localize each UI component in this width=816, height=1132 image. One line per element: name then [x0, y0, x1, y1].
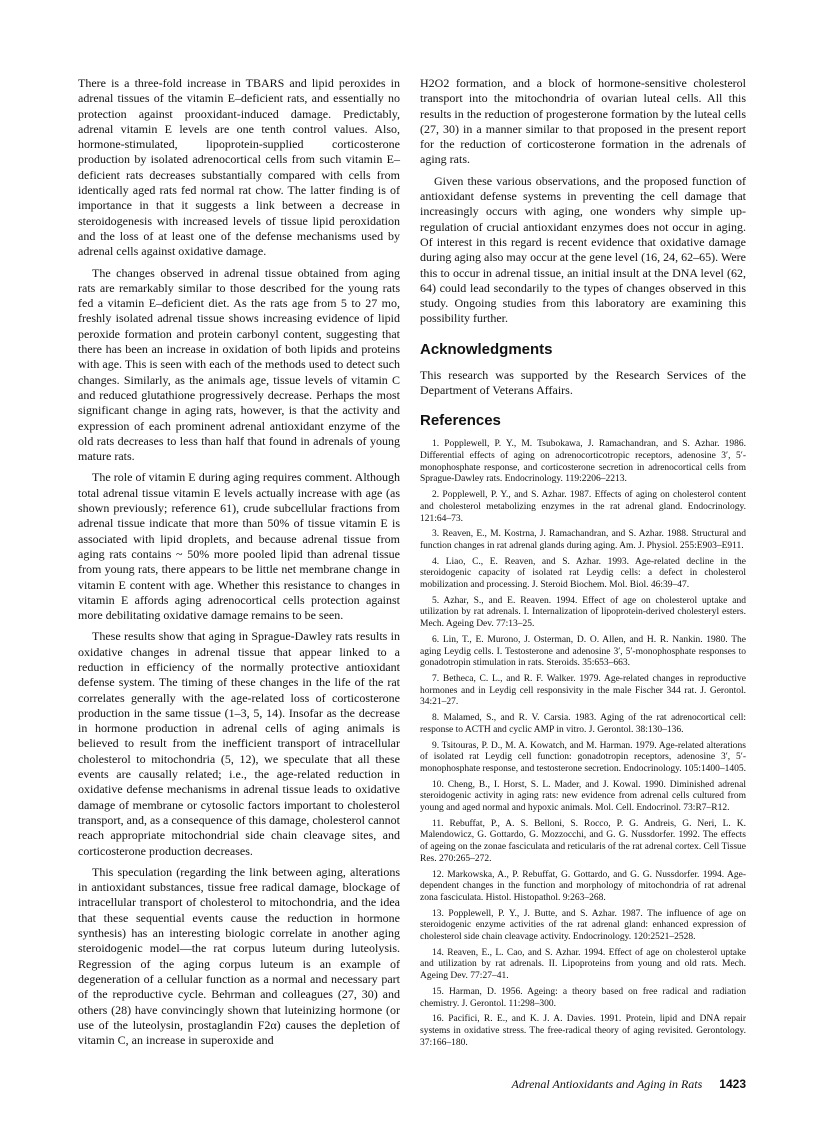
acknowledgments-heading: Acknowledgments [420, 340, 553, 358]
reference-item: 3. Reaven, E., M. Kostrna, J. Ramachandran, and S. Azhar. 1988. Structural and function changes in rat adrenal glands during aging. Am. J. Physiol. 255:E903–E911. [420, 529, 746, 551]
reference-item: 13. Popplewell, P. Y., J. Butte, and S. Azhar. 1987. The influence of age on steroidogenic enzyme activities of the rat adrenal gland: enhanced expression of cholesterol side chain cleavage activity. Endocrinology. 120:2521–2528. [420, 908, 746, 943]
reference-list [420, 439, 746, 1049]
body-paragraph: The changes observed in adrenal tissue obtained from aging rats are remarkably similar to those described for the young rats fed a vitamin E–deficient diet. As the rats age from 5 to 27 mo, freshly isolated adrenal tissue shows increasing evidence of lipid peroxide formation and protein carbonyl content, suggesting that there has been an increase in oxidation of both lipids and proteins with age. This is seen with each of the methods used to detect such changes. Similarly, as the animals age, tissue levels of vitamin C and reduced glutathione progressively decrease. Perhaps the most significant change in aging rats, however, is that the activity and expression of each prominent adrenal antioxidant enzyme of the old rats decreases to less than half that found in adrenals of young mature rats. [78, 265, 400, 464]
page-number: 1423 [719, 1077, 746, 1091]
reference-item: 4. Liao, C., E. Reaven, and S. Azhar. 1993. Age-related decline in the steroidogenic capacity of isolated rat Leydig cells: a defect in cholesterol mobilization and processing. J. Steroid Biochem. Mol. Biol. 46:39–47. [420, 556, 746, 591]
references-heading: References [420, 412, 501, 430]
reference-item: 5. Azhar, S., and E. Reaven. 1994. Effect of age on cholesterol uptake and utilization by rat adrenals. I. Internalization of lipoprotein-derived cholesteryl esters. Mech. Ageing Dev. 77:13–25. [420, 595, 746, 630]
running-title: Adrenal Antioxidants and Aging in Rats [511, 1077, 703, 1091]
reference-item: 9. Tsitouras, P. D., M. A. Kowatch, and M. Harman. 1979. Age-related alterations of isolated rat Leydig cell function: gonadotropin receptors, adenosine 3′, 5′-monophosphate response, and testosterone secretion. Endocrinology. 105:1400–1405. [420, 740, 747, 774]
reference-item: 11. Rebuffat, P., A. S. Belloni, S. Rocco, P. G. Andreis, G. Neri, L. K. Malendowicz, G. Gottardo, G. Mozzocchi, and G. G. Nussdorfer. 1992. The effects of ageing on the zonae fasciculata and reticularis of the rat adrenal cortex. Cell Tissue Res. 270:265–272. [420, 818, 746, 864]
reference-item: 7. Betheca, C. L., and R. F. Walker. 1979. Age-related changes in reproductive hormones and in Leydig cell responsivity in the male Fischer 344 rat. J. Gerontol. 34:21–27. [420, 674, 746, 708]
body-paragraph: H2O2 formation, and a block of hormone-sensitive cholesterol transport into the mitochondria of ovarian luteal cells. All this results in the reduction of progesterone formation by the luteal cells (27, 30) in a manner similar to that proposed in the present report for the reduction of corticosterone formation in the adrenals of aging rats. [420, 76, 746, 167]
body-paragraph: The role of vitamin E during aging requires comment. Although total adrenal tissue vitamin E levels actually increase with age (as shown previously; reference 61), crude subcellular fractions from adrenal tissue indicate that more than 50% of tissue vitamin E is associated with lipid droplets, and because adrenal tissue from aging rats contains ~ 50% more pooled lipid than adrenal tissue from young rats, there appears to be little net membrane change in vitamin E content with age. Whether this resistance to changes in vitamin E affords aging adrenocortical cells protection against more debilitating oxidative damage remains to be seen. [78, 470, 400, 623]
reference-item: 6. Lin, T., E. Murono, J. Osterman, D. O. Allen, and H. R. Nankin. 1980. The aging Leydig cells. I. Testosterone and adenosine 3′, 5′-monophosphate responses to gonadotropin stimulation in rats. Steroids. 35:653–663. [420, 634, 746, 669]
reference-item: 10. Cheng, B., I. Horst, S. L. Mader, and J. Kowal. 1990. Diminished adrenal steroidogenic activity in aging rats: new evidence from adrenal cells cultured from young and aged normal and hypoxic animals. Mol. Cell. Endocrinol. 73:R7–R12. [420, 779, 746, 814]
reference-item: 1. Popplewell, P. Y., M. Tsubokawa, J. Ramachandran, and S. Azhar. 1986. Differential effects of aging on adrenocorticotropic receptors, adenosine 3′, 5′-monophosphate response, and corticosterone secretion in adrenocortical cells from Sprague-Dawley rats. Endocrinology. 119:2206–2213. [420, 439, 746, 485]
right-column [420, 76, 746, 1053]
left-column [78, 76, 400, 1054]
reference-item: 15. Harman, D. 1956. Ageing: a theory based on free radical and radiation chemistry. J. Gerontol. 11:298–300. [420, 986, 746, 1009]
body-paragraph: Given these various observations, and the proposed function of antioxidant defense systems in preventing the cell damage that increasingly occurs with aging, one wonders why simple up-regulation of crucial antioxidant enzymes does not occur in aging. Of interest in this regard is recent evidence that oxidative damage during aging also may occur at the gene level (16, 24, 62–65). Were this to occur in adrenal tissue, an initial insult at the DNA level (62, 64) could lead secondarily to the types of changes observed in this study. Ongoing studies from this laboratory are examining this possibility further. [420, 173, 746, 326]
body-paragraph: These results show that aging in Sprague-Dawley rats results in oxidative changes in adrenal tissue that appear linked to a reduction in efficiency of the normally protective antioxidant defense system. The timing of these changes in the life of the rat correlates generally with the age-related loss of corticosterone production in the same tissue (1–3, 5, 14). Insofar as the decrease in hormone production in adrenal cells of aging animals is believed to result from the inefficient transport of intracellular cholesterol to mitochondria (5, 12), we speculate that all these events are causally related; i.e., the age-related reduction in oxidative defense mechanisms in adrenal tissue leads to oxidative damage of membrane or cytosolic factors important to cholesterol transport, and, as a consequence of this damage, cholesterol cannot reach appropriate mitochondrial side chain cleavage sites, and corticosterone production decreases. [78, 629, 400, 858]
reference-item: 16. Pacifici, R. E., and K. J. A. Davies. 1991. Protein, lipid and DNA repair systems in oxidative stress. The free-radical theory of aging revisited. Gerontology. 37:166–180. [420, 1014, 746, 1048]
acknowledgments-text: This research was supported by the Research Services of the Department of Veterans Affairs. [420, 367, 746, 398]
reference-item: 14. Reaven, E., L. Cao, and S. Azhar. 1994. Effect of age on cholesterol uptake and utilization by rat adrenals. II. Lipoproteins from young and old rats. Mech. Ageing Dev. 77:27–41. [420, 947, 746, 982]
reference-item: 2. Popplewell, P. Y., and S. Azhar. 1987. Effects of aging on cholesterol content and cholesterol metabolizing enzymes in the rat adrenal gland. Endocrinology. 121:64–73. [420, 490, 746, 524]
reference-item: 12. Markowska, A., P. Rebuffat, G. Gottardo, and G. G. Nussdorfer. 1994. Age-dependent changes in the function and morphology of mitochondria of rat adrenal zona fasciculata. Histol. Histopathol. 9:263–268. [420, 869, 746, 903]
reference-item: 8. Malamed, S., and R. V. Carsia. 1983. Aging of the rat adrenocortical cell: response to ACTH and cyclic AMP in vitro. J. Gerontol. 38:130–136. [420, 713, 746, 735]
body-paragraph: There is a three-fold increase in TBARS and lipid peroxides in adrenal tissues of the vitamin E–deficient rats, and essentially no protection against prooxidant-induced damage. Predictably, adrenal vitamin E levels are one tenth control values. Also, hormone-stimulated, lipoprotein-supplied corticosterone production by isolated adrenocortical cells from such vitamin E–deficient rats decreases substantially compared with cells from identically aged rats fed normal rat chow. The latter finding is of importance in that it suggests a link between a decrease in steroidogenesis with increased levels of tissue lipid peroxidation and the loss of at least one of the defense mechanisms used by adrenal cells against oxidative damage. [78, 76, 400, 259]
page-footer [500, 1077, 746, 1092]
body-paragraph: This speculation (regarding the link between aging, alterations in antioxidant substances, tissue free radical damage, blockage of intracellular transport of cholesterol to mitochondria, and the idea that these sequential events cause the reduction in hormone synthesis) has an interesting biologic correlate in another aging steroidogenic model—the rat corpus luteum during luteolysis. Regression of the aging corpus luteum is an example of degeneration of a cellular function as a normal and necessary part of the reproductive cycle. Behrman and colleagues (27, 30) and others (28) have convincingly shown that luteinizing hormone (or use of the luteolysin, prostaglandin F2α) causes the depletion of vitamin C, an increase in superoxide and [78, 864, 400, 1048]
